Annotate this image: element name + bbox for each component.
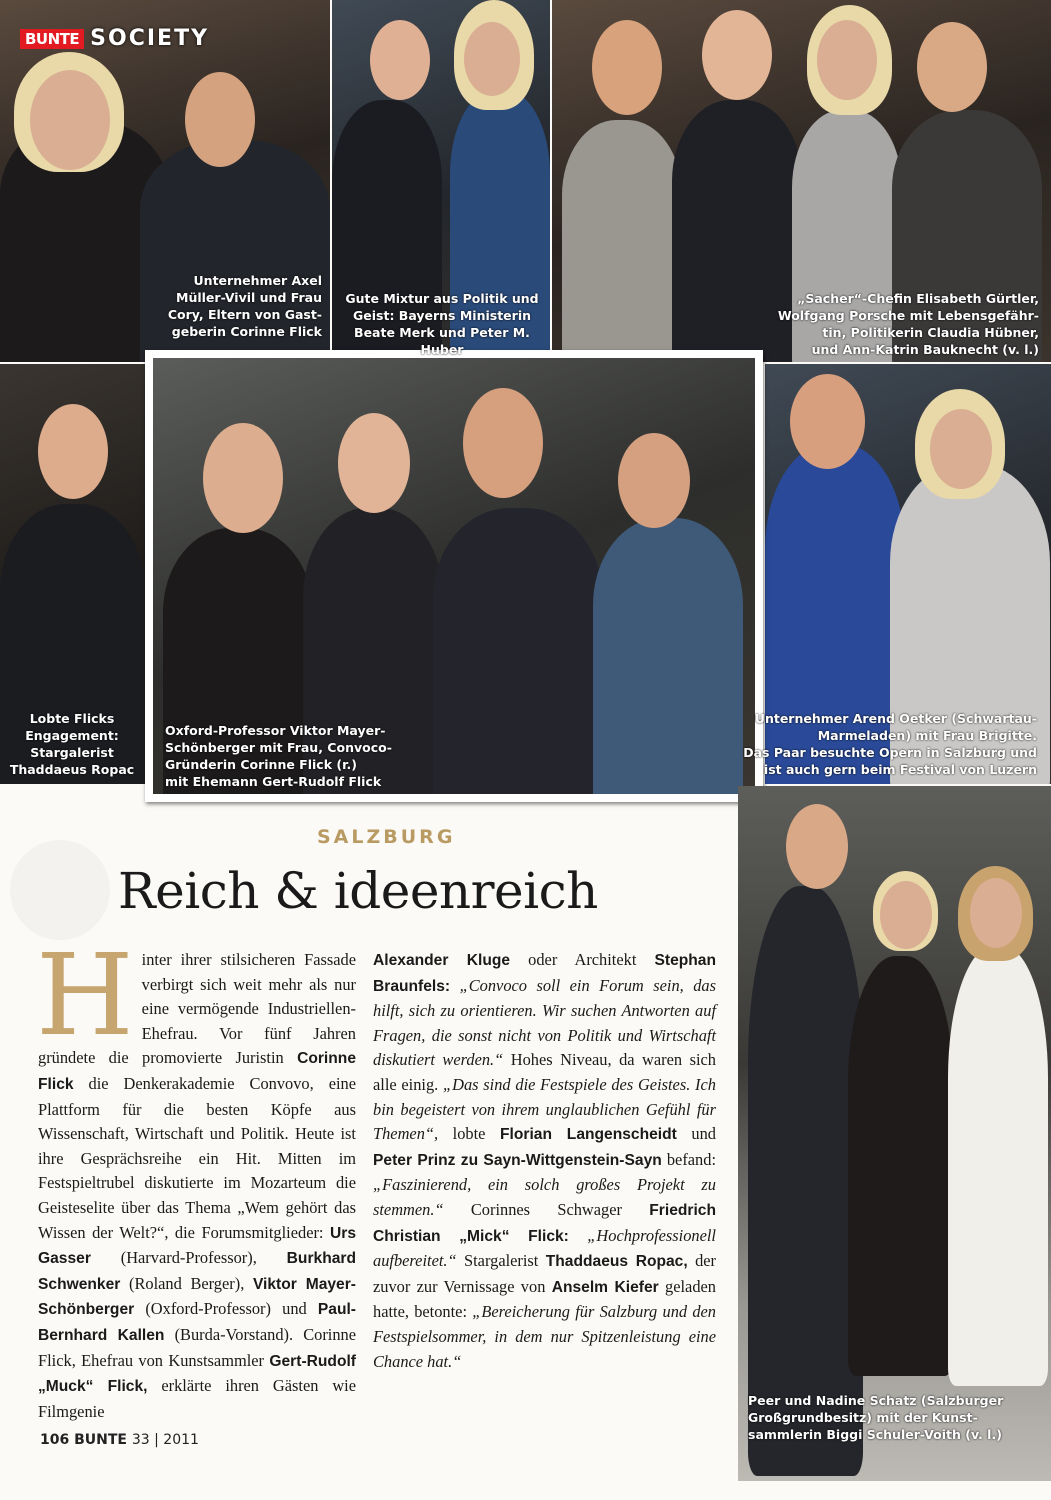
article-headline: Reich & ideenreich <box>118 862 598 920</box>
caption-schatz: Peer und Nadine Schatz (Salzburger Großgrundbesitz) mit der Kunst- sammlerin Biggi Schuler-Voith (v. l.) <box>748 1393 1004 1442</box>
footer-magazine: BUNTE <box>74 1432 127 1448</box>
person-name: Anselm Kiefer <box>551 1278 659 1296</box>
person-name: Thaddaeus Ropac, <box>545 1253 688 1271</box>
person-name: Stephan Braunfels: <box>373 952 716 995</box>
body-text: geladen hatte, betonte: <box>373 1276 716 1322</box>
person-name: Florian Langenscheidt <box>500 1126 677 1144</box>
caption-flick-inset: Oxford-Professor Viktor Mayer- Schönberger mit Frau, Convoco- Gründerin Corinne Flick (r.) mit Ehemann Gert-Rudolf Flick <box>165 723 392 789</box>
brand-logo <box>20 26 209 51</box>
body-text: (Harvard-Professor), <box>90 1248 287 1268</box>
article-kicker: SALZBURG <box>317 826 456 848</box>
person-name: Friedrich Christian „Mick“ Flick: <box>373 1201 716 1245</box>
person-name: Peter Prinz zu Sayn-Wittgenstein-Sayn <box>373 1151 662 1169</box>
photo-schatz <box>738 786 1051 1481</box>
article-column-1 <box>36 931 356 1424</box>
body-text: oder Architekt <box>510 950 655 969</box>
quote-text: „Convoco soll ein Forum sein, das hilft, sich zu orientieren. Wir suchen Antworten auf Fragen, die sonst nicht von Politik und Wirtschaft diskutiert werden.“ <box>373 975 716 1070</box>
footer-issue: 33 | 2011 <box>131 1432 199 1448</box>
person-name: Gert-Rudolf „Muck“ Flick, <box>38 1352 356 1396</box>
person-name: Burkhard Schwenker <box>38 1250 356 1293</box>
body-text: inter ihrer stilsicheren Fassade verbirgt sich weit mehr als nur eine vermögende Industriellen-Ehefrau. Vor fünf Jahren gründete die promovierte Juristin <box>38 950 356 1068</box>
drop-cap: H <box>36 931 134 1061</box>
caption-oetker: Unternehmer Arend Oetker (Schwartau- Marmeladen) mit Frau Brigitte. Das Paar besuchte Opern in Salzburg und ist auch gern beim Festival von Luzern <box>743 711 1037 777</box>
body-text: (Roland Berger), <box>120 1273 253 1293</box>
body-text: erklärte ihren Gästen wie Filmgenie <box>38 1376 356 1421</box>
caption-ropac: Lobte Flicks Engagement: Stargalerist Thaddaeus Ropac <box>9 711 135 777</box>
section-label: SOCIETY <box>90 26 209 51</box>
body-text: befand: <box>661 1149 716 1169</box>
quote-text: „Bereicherung für Salzburg und den Festspielsommer, in dem nur Spitzenleistung eine Chance hat.“ <box>373 1302 716 1371</box>
page-number: 106 <box>40 1432 70 1448</box>
body-text: Corinnes Schwager <box>443 1199 650 1219</box>
bleed-through-decoration <box>10 840 110 940</box>
caption-guertler: „Sacher“-Chefin Elisabeth Gürtler, Wolfgang Porsche mit Lebensgefähr- tin, Politikerin Claudia Hübner, und Ann-Katrin Bauknecht (v. l.) <box>777 291 1039 357</box>
body-text: und <box>676 1124 716 1144</box>
quote-text: „Faszinierend, ein solch großes Projekt zu stemmen.“ <box>373 1175 716 1219</box>
body-text <box>569 1226 587 1245</box>
body-text: (Oxford-Professor) und <box>134 1299 318 1319</box>
body-text: die Denkerakademie Convovo, eine Plattform für die besten Köpfe aus Wissenschaft, Wirtschaft und Politik. Heute ist ihre Gesprächsreihe ein Hit. Mitten im Festspieltrubel diskutierte im Mozarteum die Geisteselite über das Thema „Wem gehört das Wissen der Welt?“, die Forumsmitglieder: <box>38 1073 356 1242</box>
bunte-logo: BUNTE <box>20 29 84 49</box>
person-name: Alexander Kluge <box>373 952 511 969</box>
caption-mueller-vivil: Unternehmer Axel Müller-Vivil und Frau Cory, Eltern von Gast- geberin Corinne Flick <box>167 273 322 339</box>
body-text: Stargalerist <box>456 1251 546 1271</box>
person-name: Viktor Mayer-Schönberger <box>38 1275 356 1319</box>
person-name: Corinne Flick <box>38 1050 356 1093</box>
article-column-2 <box>373 948 716 1374</box>
body-text: lobte <box>438 1124 501 1144</box>
body-text: der zuvor zur Vernissage von <box>373 1251 717 1296</box>
quote-text: „Hochprofessionell aufbereitet.“ <box>373 1225 716 1271</box>
quote-text: „Das sind die Festspiele des Geistes. Ich bin begeistert von ihrem unglaublichen Gefühl für Themen“, <box>373 1074 716 1144</box>
body-text: Hohes Niveau, da waren sich alle einig. <box>373 1050 716 1094</box>
body-text: (Burda-Vorstand). Corinne Flick, Ehefrau von Kunstsammler <box>38 1324 356 1370</box>
page-footer <box>40 1432 199 1448</box>
caption-merk-huber: Gute Mixtur aus Politik und Geist: Bayerns Ministerin Beate Merk und Peter M. Huber <box>345 291 539 357</box>
person-name: Urs Gasser <box>38 1224 356 1268</box>
person-name: Paul-Bernhard Kallen <box>38 1301 356 1344</box>
